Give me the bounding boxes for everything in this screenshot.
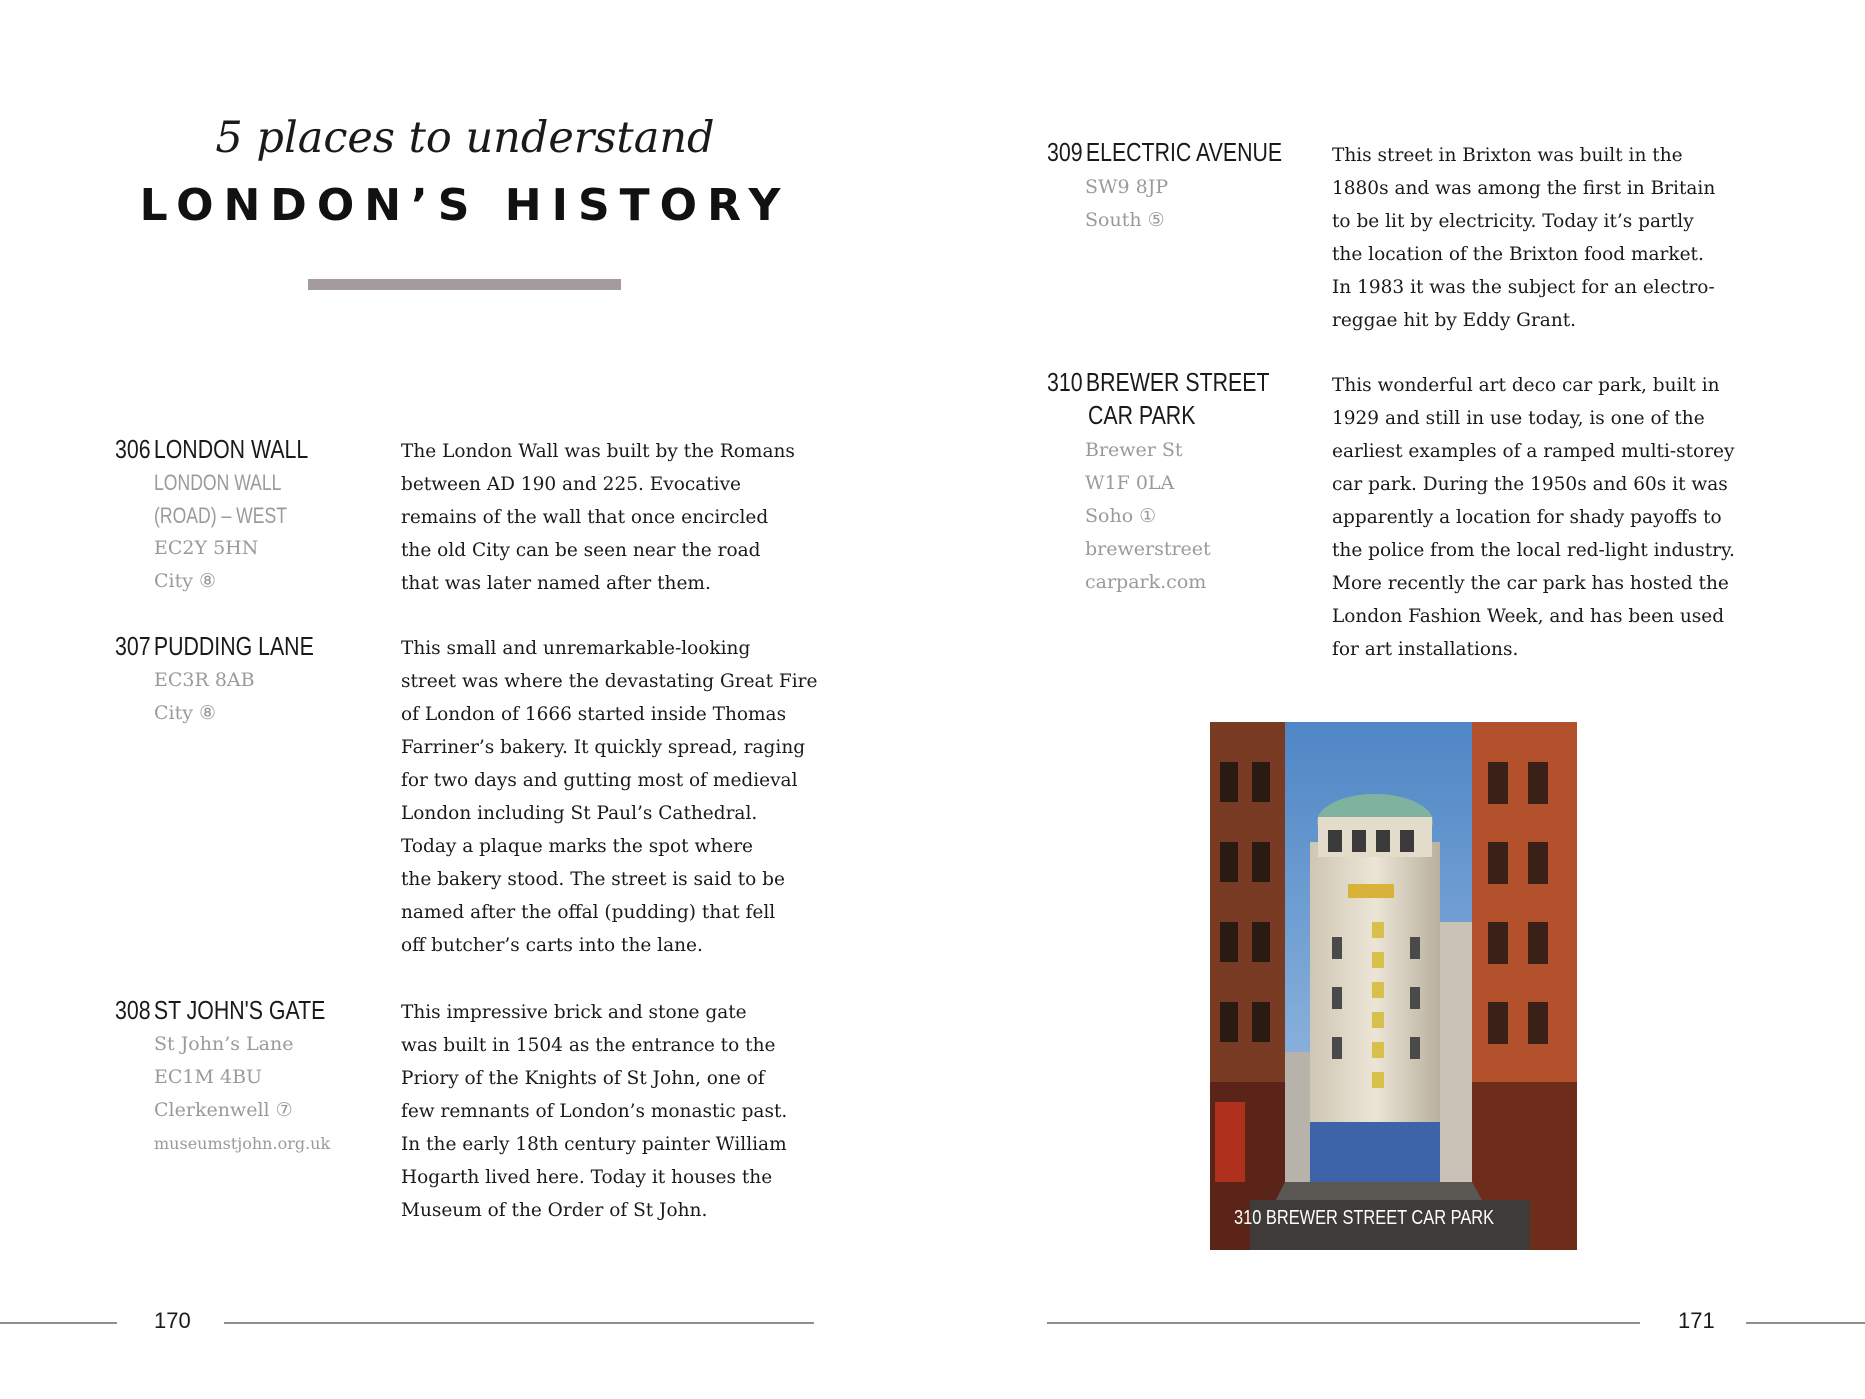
meta-line: SW9 8JP bbox=[1085, 176, 1169, 198]
entry-number: 310 bbox=[1047, 367, 1083, 397]
footer-rule-left-inner bbox=[224, 1322, 814, 1324]
meta-url: museumstjohn.org.uk bbox=[154, 1134, 331, 1153]
footer-rule-right-inner bbox=[1047, 1322, 1640, 1324]
meta-line: City ⑧ bbox=[154, 702, 217, 724]
desc-line: This wonderful art deco car park, built in bbox=[1332, 375, 1720, 396]
footer-rule-left-outer bbox=[0, 1322, 117, 1324]
desc-line: the location of the Brixton food market. bbox=[1332, 244, 1704, 265]
entry-309-meta bbox=[1085, 171, 1168, 237]
desc-line: Farriner’s bakery. It quickly spread, raging bbox=[401, 737, 806, 758]
car-park-illustration bbox=[1210, 722, 1577, 1250]
entry-307-description bbox=[401, 632, 817, 962]
desc-line: Priory of the Knights of St John, one of bbox=[401, 1068, 765, 1089]
meta-url: carpark.com bbox=[1085, 571, 1207, 593]
meta-line: (ROAD) – WEST bbox=[154, 503, 287, 528]
entry-number: 306 bbox=[115, 434, 151, 464]
desc-line: The London Wall was built by the Romans bbox=[401, 441, 795, 462]
meta-line: Clerkenwell ⑦ bbox=[154, 1099, 293, 1121]
desc-line: This street in Brixton was built in the bbox=[1332, 145, 1683, 166]
entry-308-description bbox=[401, 996, 787, 1227]
page-number-right: 171 bbox=[1678, 1308, 1715, 1333]
desc-line: 1929 and still in use today, is one of the bbox=[1332, 408, 1705, 429]
meta-line: EC1M 4BU bbox=[154, 1066, 263, 1088]
entry-309-name bbox=[1047, 136, 1282, 169]
desc-line: 1880s and was among the first in Britain bbox=[1332, 178, 1716, 199]
entry-title: BREWER STREET bbox=[1085, 367, 1270, 397]
meta-line: LONDON WALL bbox=[154, 470, 282, 495]
desc-line: of London of 1666 started inside Thomas bbox=[401, 704, 787, 725]
meta-url: brewerstreet bbox=[1085, 538, 1211, 560]
entry-title: ST JOHN'S GATE bbox=[153, 995, 326, 1025]
entry-310-name bbox=[1047, 366, 1269, 432]
entry-307-meta bbox=[154, 664, 255, 730]
page-number-left: 170 bbox=[154, 1308, 191, 1333]
meta-line: South ⑤ bbox=[1085, 209, 1165, 231]
desc-line: This impressive brick and stone gate bbox=[401, 1002, 747, 1023]
desc-line: reggae hit by Eddy Grant. bbox=[1332, 310, 1577, 331]
desc-line: car park. During the 1950s and 60s it was bbox=[1332, 474, 1728, 495]
desc-line: Today a plaque marks the spot where bbox=[401, 836, 753, 857]
entry-number: 308 bbox=[115, 995, 151, 1025]
entry-number: 307 bbox=[115, 631, 151, 661]
desc-line: off butcher’s carts into the lane. bbox=[401, 935, 703, 956]
desc-line: street was where the devastating Great Fire bbox=[401, 671, 818, 692]
footer-rule-right-outer bbox=[1746, 1322, 1865, 1324]
entry-title: PUDDING LANE bbox=[153, 631, 314, 661]
entry-310-meta bbox=[1085, 434, 1211, 599]
meta-line: St John’s Lane bbox=[154, 1033, 294, 1055]
title-underline bbox=[308, 279, 621, 290]
entry-title-continued: CAR PARK bbox=[1088, 400, 1196, 430]
desc-line: for art installations. bbox=[1332, 639, 1519, 660]
entry-306-name bbox=[115, 433, 308, 466]
entry-310-description bbox=[1332, 369, 1735, 666]
entry-308-name bbox=[115, 994, 325, 1027]
desc-line: was built in 1504 as the entrance to the bbox=[401, 1035, 776, 1056]
meta-line: W1F 0LA bbox=[1085, 472, 1175, 494]
desc-line: earliest examples of a ramped multi-storey bbox=[1332, 441, 1735, 462]
desc-line: Museum of the Order of St John. bbox=[401, 1200, 708, 1221]
entry-307-name bbox=[115, 630, 314, 663]
entry-number: 309 bbox=[1047, 137, 1083, 167]
meta-line: EC3R 8AB bbox=[154, 669, 255, 691]
desc-line: London Fashion Week, and has been used bbox=[1332, 606, 1725, 627]
heading-title: LONDON’S HISTORY bbox=[139, 180, 791, 231]
entry-title: ELECTRIC AVENUE bbox=[1085, 137, 1283, 167]
desc-line: apparently a location for shady payoffs to bbox=[1332, 507, 1722, 528]
desc-line: the police from the local red-light industry. bbox=[1332, 540, 1735, 561]
meta-line: Soho ① bbox=[1085, 505, 1157, 527]
desc-line: for two days and gutting most of medieval bbox=[401, 770, 798, 791]
entry-306-meta bbox=[154, 466, 320, 598]
entry-308-meta bbox=[154, 1028, 330, 1160]
desc-line: In 1983 it was the subject for an electro- bbox=[1332, 277, 1715, 298]
desc-line: Hogarth lived here. Today it houses the bbox=[401, 1167, 773, 1188]
heading-subtitle: 5 places to understand bbox=[215, 113, 715, 163]
meta-line: City ⑧ bbox=[154, 570, 217, 592]
meta-line: EC2Y 5HN bbox=[154, 537, 259, 559]
desc-line: This small and unremarkable-looking bbox=[401, 638, 751, 659]
photo-caption: 310 BREWER STREET CAR PARK bbox=[1234, 1207, 1495, 1229]
entry-306-description bbox=[401, 435, 795, 600]
desc-line: remains of the wall that once encircled bbox=[401, 507, 769, 528]
desc-line: London including St Paul’s Cathedral. bbox=[401, 803, 758, 824]
desc-line: More recently the car park has hosted the bbox=[1332, 573, 1729, 594]
desc-line: In the early 18th century painter William bbox=[401, 1134, 787, 1155]
desc-line: named after the offal (pudding) that fell bbox=[401, 902, 776, 923]
desc-line: few remnants of London’s monastic past. bbox=[401, 1101, 788, 1122]
entry-title: LONDON WALL bbox=[153, 434, 309, 464]
entry-309-description bbox=[1332, 139, 1715, 337]
desc-line: the bakery stood. The street is said to be bbox=[401, 869, 785, 890]
desc-line: between AD 190 and 225. Evocative bbox=[401, 474, 741, 495]
desc-line: to be lit by electricity. Today it’s partly bbox=[1332, 211, 1694, 232]
desc-line: that was later named after them. bbox=[401, 573, 711, 594]
desc-line: the old City can be seen near the road bbox=[401, 540, 761, 561]
meta-line: Brewer St bbox=[1085, 439, 1183, 461]
car-park-photo bbox=[1210, 722, 1577, 1250]
